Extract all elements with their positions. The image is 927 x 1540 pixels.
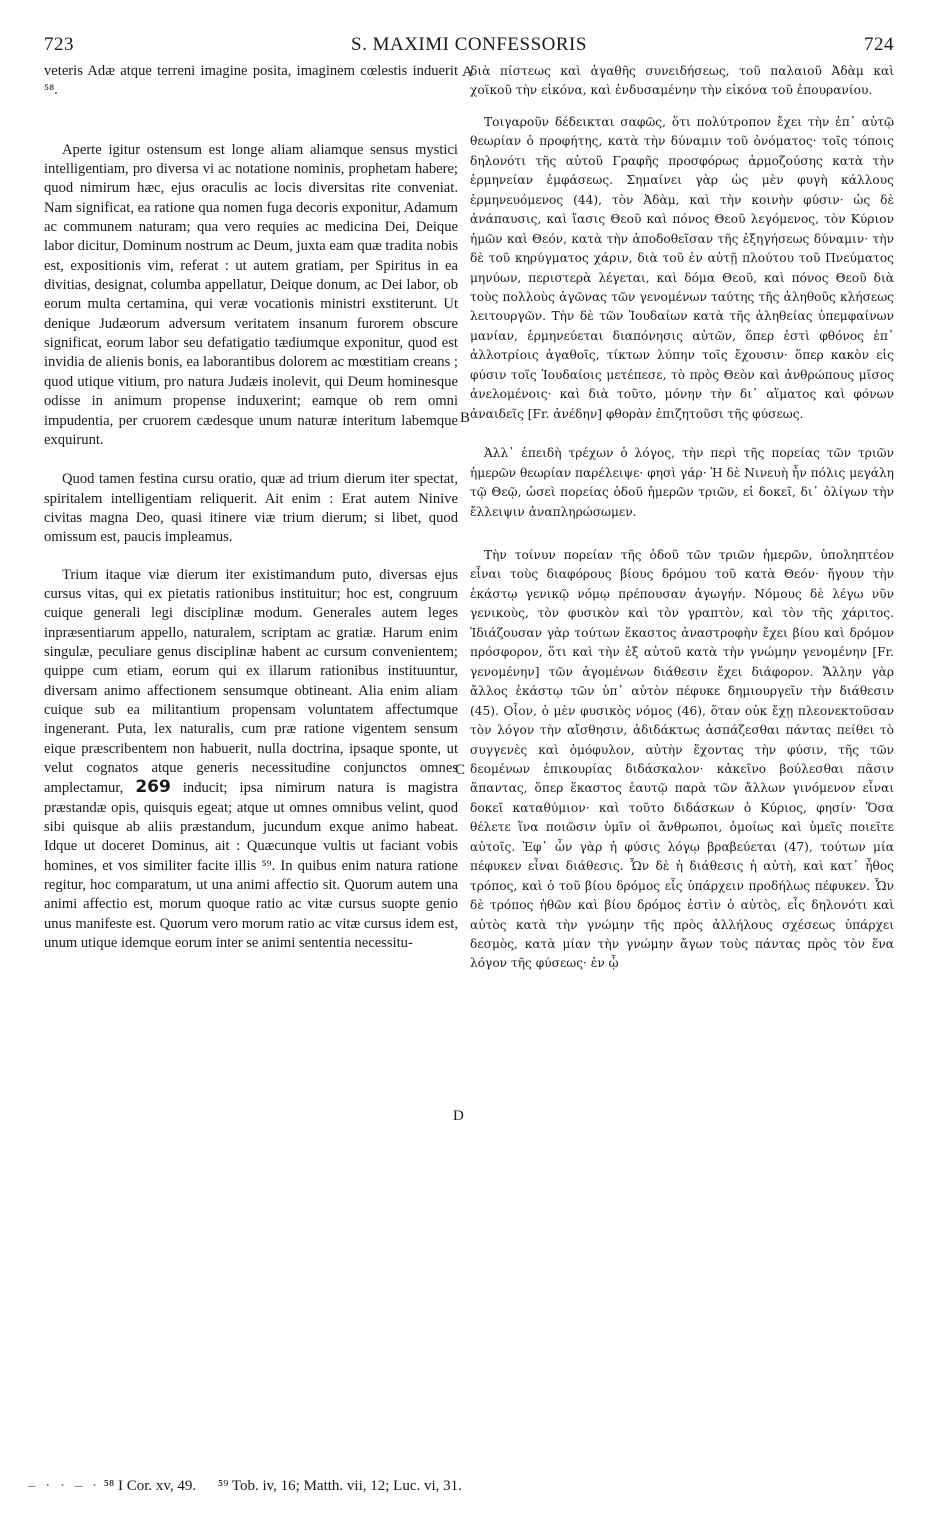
latin-paragraph-4-part-b: inducit; ipsa nimirum natura is magistra præstandæ opis, quisquis egeat; atque ut omnes omnibus velint, quod sibi quisque ab aliis præstandum, jucundum exque animo habeat. Idque ut doceret Dominus, ait : Quæcunque vultis ut faciant vobis homines, et vos similiter facite illis ⁵⁹. In quibus enim natura ratione regitur, hoc comparatum, ut una animi affectio sit. Quorum autem una animi affectio est, morum quoque ratio ac vitæ cursus suopte genio unus manifeste est. Quorum vero morum ratio ac vitæ cursus idem est, unum utique idemque eorum inter se animi sententia necessitu- (44, 780, 458, 952)
section-marker-b: B (460, 410, 471, 426)
section-marker-c: C (455, 762, 466, 778)
greek-paragraph-4: Τὴν τοίνυν πορείαν τῆς ὁδοῦ τῶν τριῶν ἡμερῶν, ὑποληπτέον εἶναι τοὺς διαφόρους βίους δρόμου τοῦ κατὰ Θεόν· ἤγουν τὴν ἑκάστῳ γενικῷ νόμῳ πρέπουσαν ἀγωγήν. Νόμους δὲ λέγω νῦν γενικοὺς, τὸν φυσικὸν καὶ τὸν γραπτὸν, καὶ τὸν τῆς χάριτος. Ἰδιάζουσαν γὰρ τούτων ἕκαστος ἀναστροφὴν ἔχει βίου καὶ δρόμον πρόσφορον, ὅτι καὶ τὴν ἐξ αὐτοῦ κατὰ τὴν γνώμην γενομένην [Fr. γενομένην] τῶν ἀγομένων διάθεσιν ἔχει διάφορον. Ἄλλην γὰρ ἄλλος ἑκάστῳ τῶν ὑπ᾽ αὐτὸν πέφυκε δημιουργεῖν τὴν διάθεσιν (45). Οἷον, ὁ μὲν φυσικὸς νόμος (46), ὅταν οὐκ ἔχῃ πλεονεκτοῦσαν τὸν λόγον τὴν αἴσθησιν, ἀδιδάκτως ἀσπάζεσθαι πάντας πείθει τὸ συγγενὲς καὶ ὁμόφυλον, αὐτὴν ἔχοντας τὴν φύσιν, τῆς τῶν δεομένων ἐπικουρίας διδάσκαλον· κἀκεῖνο βούλεσθαι πᾶσιν ἅπαντας, ὅπερ ἕκαστος ἑαυτῷ παρὰ τῶν ἄλλων γινόμενον εἶναι δοκεῖ καταθύμιον· καὶ τοῦτο διδάσκων ὁ Κύριος, φησίν· Ὅσα θέλετε ἵνα ποιῶσιν ὑμῖν οἱ ἄνθρωποι, ὁμοίως καὶ ὑμεῖς ποιεῖτε αὐτοῖς. Ἐφ᾽ ὧν γὰρ ἡ φύσις λόγῳ βραβεύεται (47), τούτων μία πέφυκεν εἶναι διάθεσις. Ὧν δὲ ἡ διάθεσις ἡ αὐτὴ, καὶ κατ᾽ ἦθος τρόπος, καὶ ὁ τοῦ βίου δρόμος εἷς ὑπάρχειν προδήλως πέφυκεν. Ὧν δὲ τρόπος ἠθῶν καὶ βίου δρόμος ἐστὶν ὁ αὐτὸς, εἷς δηλονότι καὶ αὐτὸς κατὰ τὴν γνώμην τῆς πρὸς ἀλλήλους σχέσεως ὑπάρχει δεσμὸς, κατὰ μίαν τὴν γνώμην ἄγων τοὺς πάντας πρὸς τὸν ἕνα λόγον τῆς φύσεως· ἐν ᾧ (470, 547, 894, 971)
greek-paragraph-1: διὰ πίστεως καὶ ἀγαθῆς συνειδήσεως, τοῦ παλαιοῦ Ἀδὰμ καὶ χοϊκοῦ τὴν εἰκόνα, καὶ ἐνδυσαμένην τὴν εἰκόνα τοῦ ἐπουρανίου. (470, 64, 894, 98)
column-number: 269 (135, 777, 171, 798)
right-page-number: 724 (864, 34, 894, 55)
running-head (44, 34, 894, 56)
latin-paragraph-2: Aperte igitur ostensum est longe aliam aliamque sensus mystici intelligentiam, pro diversa vi ac notatione nominis, prophetam habere; quod nimirum hæc, ejus oraculis ac locis diversitas rite conveniat. Nam significat, ea ratione qua nomen fuga decoris exponitur, Adamum ac communem naturam; qua vero requies ac medicina Dei, Deique labor dicitur, Dominum nostrum ac Deum, juxta eam quæ tradita nobis est, expositionis vim, referat : ut autem gratiam, per Spiritus in ea divitias, designat, columba appellatur, Deique donum, ac Dei labor, ob eorum multa certamina, qui veræ vocationis ministri exstiterunt. Ut denique Judæorum adversum veritatem insanum furorem obscure significat, eorum labor seu defatigatio tædiumque exponitur, quod est invidia de alienis bonis, ea laborantibus dolorem ac mœstitiam creans ; quod utique vitium, pro natura Judæis inolevit, qui Deum hominesque odisse in animum propense induxerint; eamque ob rem omni impudentia, per cruorem cædesque unum naturæ interitum labemque exquirunt. (44, 141, 458, 448)
left-page-number: 723 (44, 34, 74, 55)
footnote-rule: – · · – · (28, 1478, 100, 1494)
latin-column (44, 62, 458, 953)
latin-paragraph-3: Quod tamen festina cursu oratio, quæ ad trium dierum iter spectat, spiritalem intelligentiam reliquerit. Ait enim : Erat autem Ninive civitas magna Deo, quasi itinere viæ trium dierum; si libet, quod omissum est, paucis impleamus. (44, 471, 458, 546)
footnote-59: ⁵⁹ Tob. iv, 16; Matth. vii, 12; Luc. vi, 31. (217, 1478, 462, 1494)
page-title: S. MAXIMI CONFESSORIS (351, 34, 587, 55)
section-marker-d: D (453, 1108, 464, 1124)
latin-paragraph-4 (44, 566, 458, 954)
latin-paragraph-1: veteris Adæ atque terreni imagine posita, imaginem cœlestis induerit ⁵⁸. (44, 63, 458, 99)
footnotes (28, 1478, 888, 1495)
section-marker-a: A (462, 64, 473, 80)
greek-paragraph-2: Τοιγαροῦν δέδεικται σαφῶς, ὅτι πολύτροπον ἔχει τὴν ἐπ᾽ αὐτῷ θεωρίαν ὁ προφήτης, κατὰ τὴν δύναμιν τοῦ ὀνόματος· τοῖς τόποις δηλονότι τῆς αὐτοῦ Γραφῆς προσφόρως ἁρμοζούσης κατὰ τὴν ἑρμηνείαν ἐμφάσεως. Σημαίνει γὰρ ὡς μὲν φυγὴ κάλλους ἑρμηνευόμενος (44), τὸν Ἀδὰμ, καὶ τὴν κοινὴν φύσιν· ὡς δὲ ἀνάπαυσις, καὶ ἴασις Θεοῦ καὶ πόνος Θεοῦ λεγόμενος, τὸν Κύριον ἡμῶν καὶ Θεόν, κατὰ τὴν ἀποδοθεῖσαν τῆς ἐξηγήσεως δύναμιν· τὴν δὲ τοῦ κηρύγματος χάριν, διὰ τοῦ ἐν αὐτῇ πλούτου τοῦ Πνεύματος μηνύων, περιστερὰ λέγεται, καὶ δόμα Θεοῦ, καὶ πόνος Θεοῦ διὰ τοὺς πολλοὺς ἀγῶνας τῶν γενομένων ταύτης τῆς ἀληθοῦς κλήσεως λειτουργῶν. Τὴν δὲ τῶν Ἰουδαίων κατὰ τῆς ἀληθείας ὑπεμφαίνων μανίαν, ἑρμηνεύεται διαπόνησις αὐτῶν, ὅπερ ἐστὶ φθόνος ἐπ᾽ ἀλλοτρίοις ἀγαθοῖς, τίκτων λύπην τοῖς ἔχουσιν· ὅπερ κακὸν εἰς φύσιν τοῖς Ἰουδαίοις μετέπεσε, τὸ πρὸς Θεὸν καὶ ἀνθρώπους μῖσος ἀνελομένοις· καὶ διὰ τοῦτο, μόνην τὴν δι᾽ αἵματος καὶ φόνων ἀναιδεῖς [Fr. ἀνέδην] φθορὰν ἐπιζητοῦσι τῆς φύσεως. (470, 114, 894, 421)
latin-paragraph-4-part-a: Trium itaque viæ dierum iter existimandum puto, diversas ejus cursus vitas, qui ex pietatis rationibus instituitur; hoc est, congruum cuique generali legi disciplinæ modum. Generales autem leges inpræsentiarum appello, naturalem, scriptam ac gratiæ. Harum enim singulæ, peculiare genus disciplinæ habent ac cursum convenientem; quippe cum etiam, eorum qui ex illarum rationibus instituuntur, diversam animo affectionem sensumque obtineant. Alia enim aliam cuique sub ea militantium propensam voluntatem affectumque ingenerant. Puta, lex naturalis, cum præ ratione vigentem sensum eique præscribentem non habuerit, nulla doctrina, ipsaque sponte, ut velut cognatos atque generis necessitudine conjunctos omnes amplectamur, (44, 566, 458, 797)
greek-paragraph-3: Ἀλλ᾽ ἐπειδὴ τρέχων ὁ λόγος, τὴν περὶ τῆς πορείας τῶν τριῶν ἡμερῶν θεωρίαν παρέλειψε· φησὶ γάρ· Ἡ δὲ Νινευὴ ἦν πόλις μεγάλη τῷ Θεῷ, ὡσεὶ πορείας ὁδοῦ ἡμερῶν τριῶν, εἰ δοκεῖ, δι᾽ ὀλίγων τὴν ἔλλειψιν ἀναπληρώσωμεν. (470, 446, 894, 519)
greek-column (470, 62, 894, 974)
footnote-58: ⁵⁸ I Cor. xv, 49. (103, 1478, 197, 1494)
